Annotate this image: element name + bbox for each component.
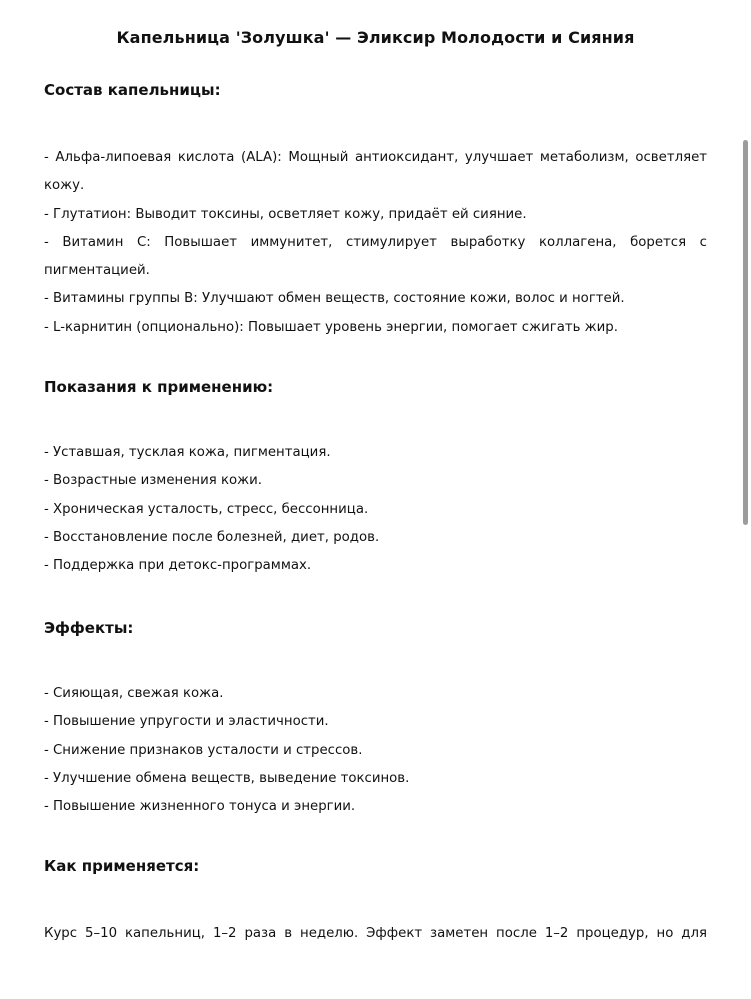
usage-heading: Как применяется: xyxy=(44,857,200,875)
list-item: - Витамины группы B: Улучшают обмен веществ, состояние кожи, волос и ногтей. xyxy=(44,291,625,307)
list-item: - Повышение жизненного тонуса и энергии. xyxy=(44,799,356,815)
list-item: - Альфа-липоевая кислота (ALA): Мощный антиоксидант, улучшает метаболизм, осветляет кожу. xyxy=(44,150,707,194)
vertical-scrollbar[interactable] xyxy=(741,0,751,999)
indications-heading: Показания к применению: xyxy=(44,378,274,396)
composition-heading: Состав капельницы: xyxy=(44,81,221,99)
indications-list xyxy=(44,439,707,580)
list-item: - Хроническая усталость, стресс, бессонница. xyxy=(44,501,369,517)
list-item: - Витамин С: Повышает иммунитет, стимулирует выработку коллагена, борется с пигментацией. xyxy=(44,234,707,279)
effects-heading: Эффекты: xyxy=(44,619,134,637)
effects-list xyxy=(44,680,707,821)
usage-paragraph: Курс 5–10 капельниц, 1–2 раза в неделю. Эффект заметен после 1–2 процедур, но для xyxy=(44,926,707,941)
scrollbar-thumb[interactable] xyxy=(743,140,748,525)
list-item: - Улучшение обмена веществ, выведение токсинов. xyxy=(44,770,410,786)
list-item: - Поддержка при детокс-программах. xyxy=(44,558,312,574)
list-item: - Восстановление после болезней, диет, родов. xyxy=(44,529,380,545)
list-item: - Повышение упругости и эластичности. xyxy=(44,714,329,730)
list-item: - Глутатион: Выводит токсины, осветляет кожу, придаёт ей сияние. xyxy=(44,206,527,222)
composition-list xyxy=(44,144,707,342)
list-item: - Снижение признаков усталости и стрессов. xyxy=(44,742,363,758)
list-item: - L-карнитин (опционально): Повышает уровень энергии, помогает сжигать жир. xyxy=(44,319,618,335)
document-title: Капельница 'Золушка' — Эликсир Молодости и Сияния xyxy=(116,28,635,47)
list-item: - Возрастные изменения кожи. xyxy=(44,473,262,489)
list-item: - Уставшая, тусклая кожа, пигментация. xyxy=(44,445,331,460)
list-item: - Сияющая, свежая кожа. xyxy=(44,686,224,701)
